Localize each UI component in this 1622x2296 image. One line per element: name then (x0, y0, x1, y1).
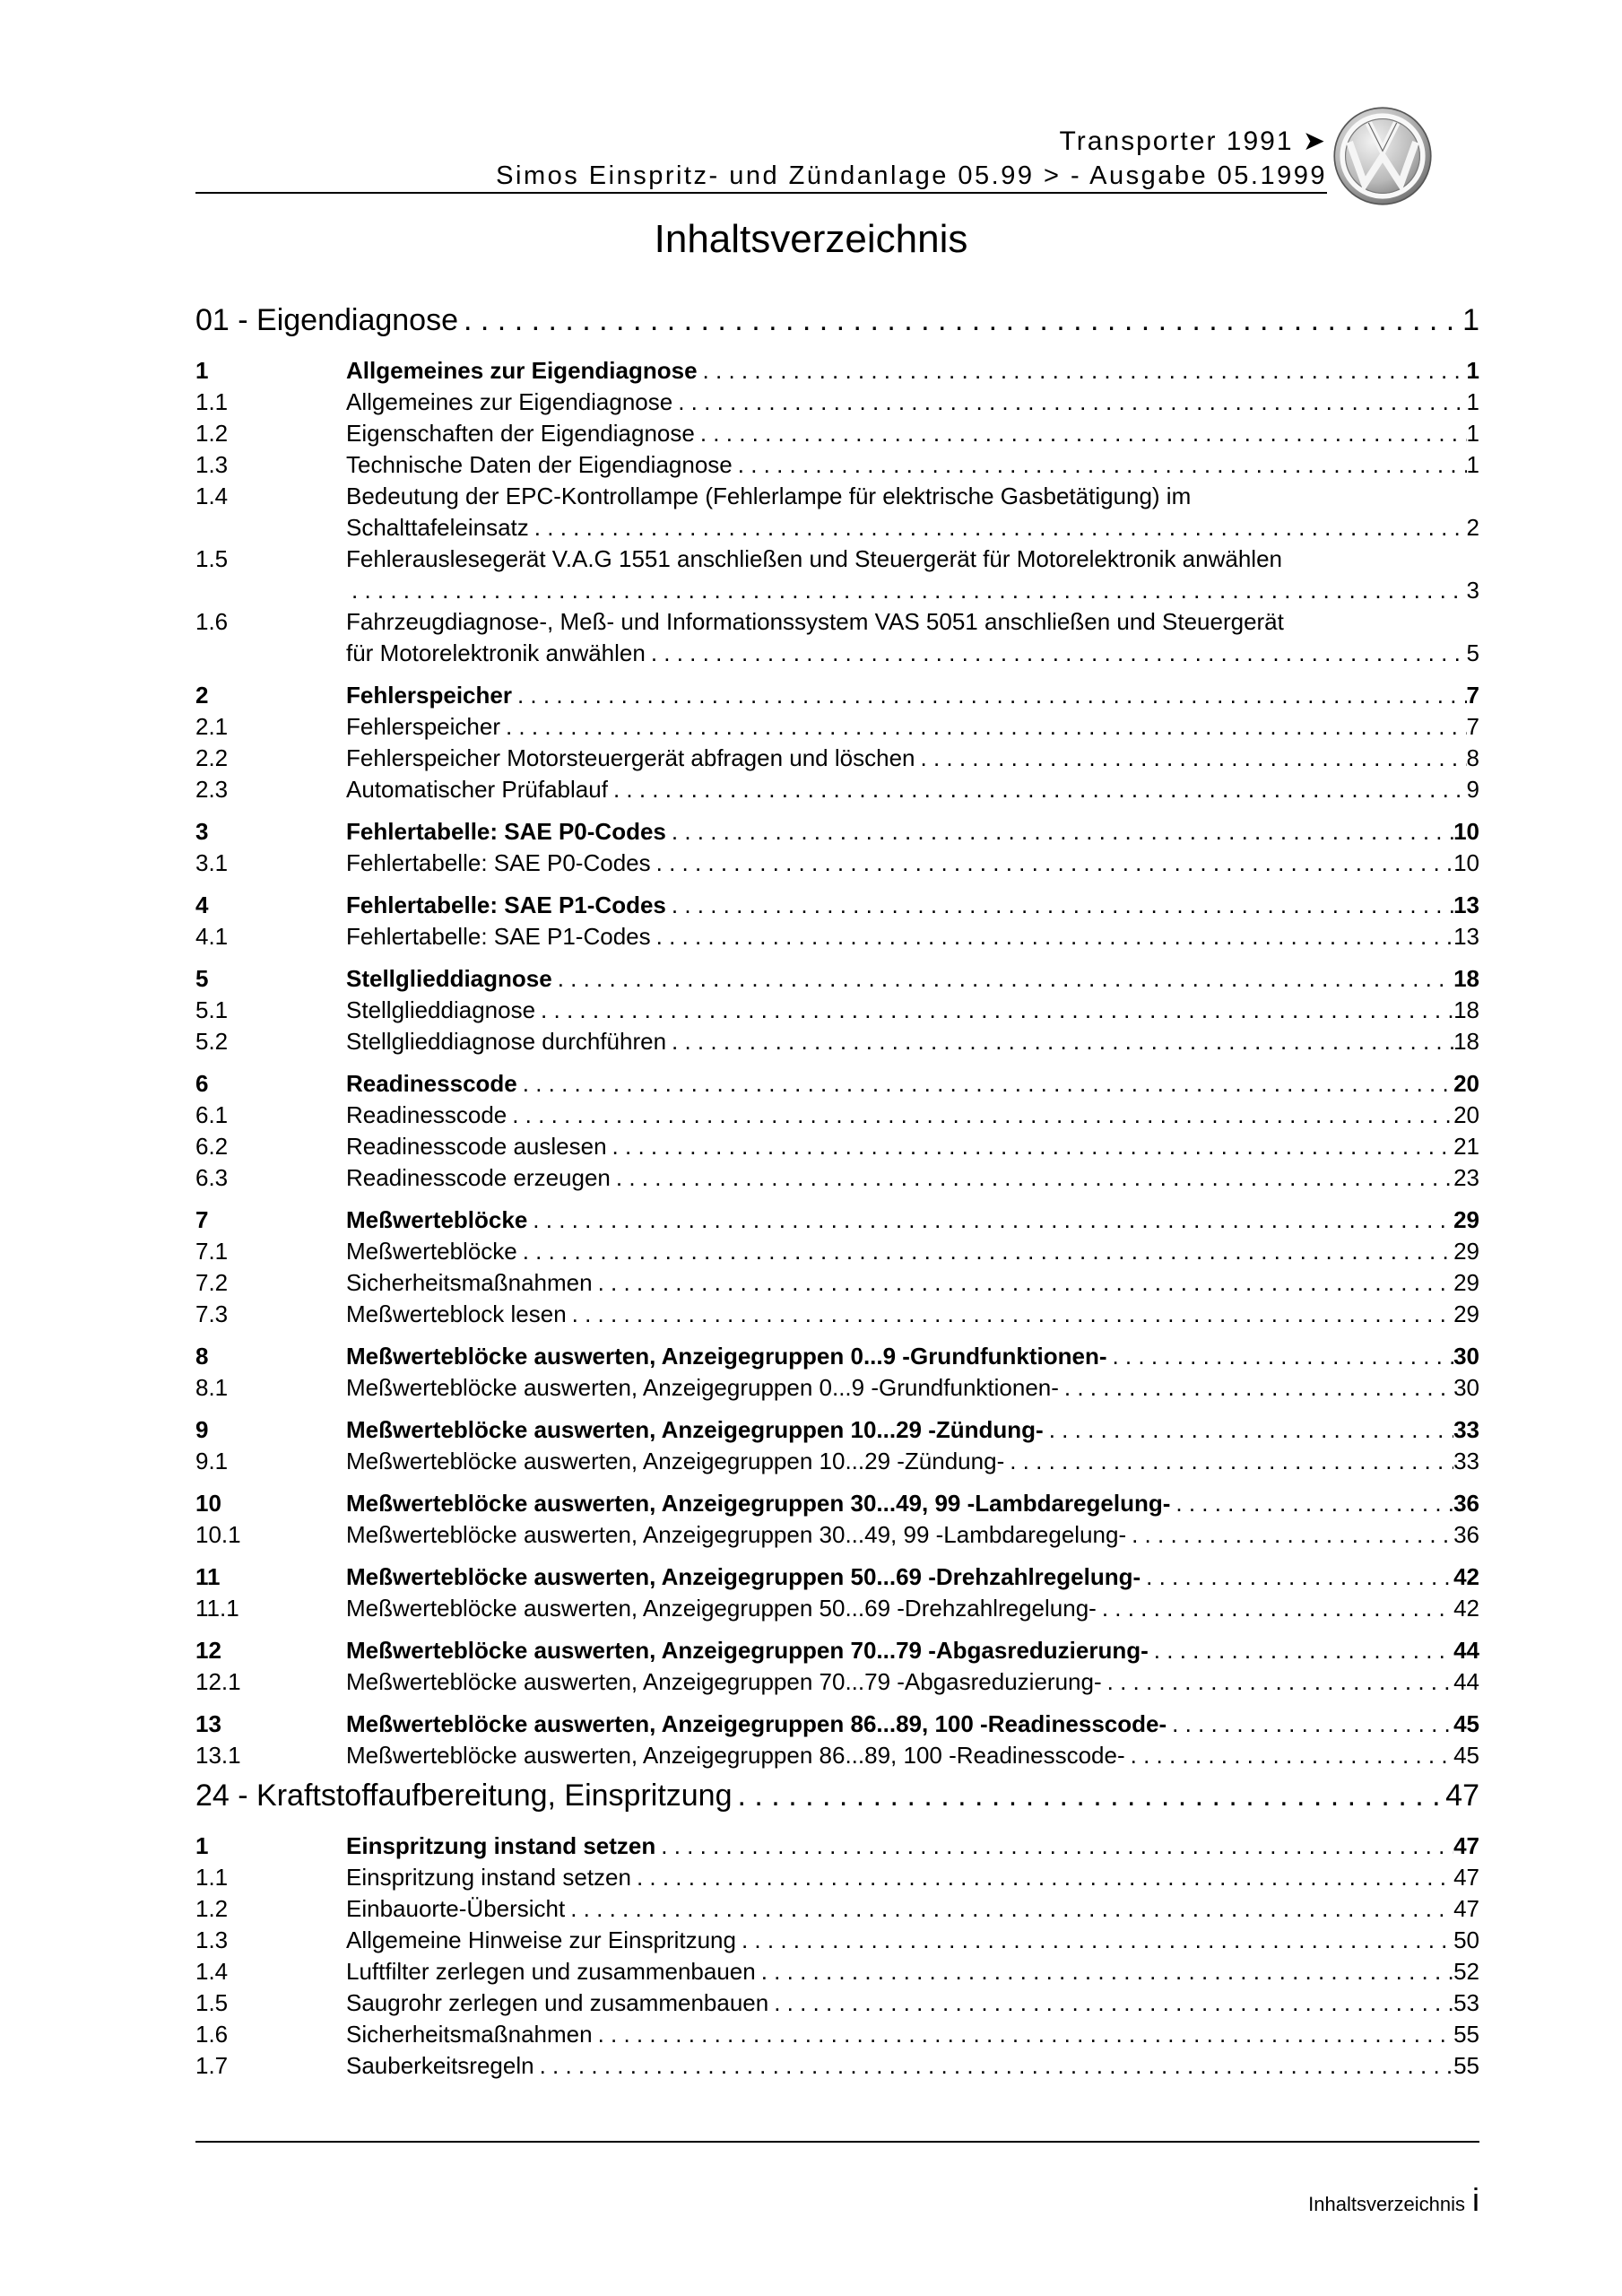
entry-page-number: 7 (1466, 682, 1479, 709)
dot-leader (534, 2050, 1454, 2082)
dot-leader (1170, 1488, 1453, 1519)
entry-page-number: 33 (1453, 1448, 1479, 1474)
dot-leader (1126, 1519, 1453, 1551)
dot-leader (655, 1831, 1453, 1862)
entry-number: 8.1 (195, 1374, 229, 1401)
vw-logo-icon (1332, 106, 1433, 206)
toc-chapter[interactable] (195, 1779, 1479, 1820)
dot-leader (651, 848, 1453, 879)
dot-leader (593, 1267, 1454, 1299)
page-title: Inhaltsverzeichnis (654, 217, 968, 261)
toc-entry[interactable] (195, 1956, 1479, 1987)
entry-page-number: 33 (1453, 1416, 1479, 1443)
entry-title: Allgemeines zur Eigendiagnose (346, 357, 698, 384)
entry-number: 7.1 (195, 1238, 229, 1265)
toc-entry[interactable] (195, 606, 1479, 669)
dot-leader (565, 1893, 1453, 1925)
dot-leader (607, 1131, 1454, 1162)
entry-number: 1.3 (195, 1926, 229, 1953)
entry-number: 13.1 (195, 1742, 241, 1769)
dot-leader (552, 963, 1453, 995)
entry-number: 1.4 (195, 1958, 229, 1985)
document-subtitle: Simos Einspritz- und Zündanlage 05.99 > - Ausgabe 05.1999 (496, 161, 1327, 190)
entry-title: Fehlerspeicher Motorsteuergerät abfragen und löschen (346, 744, 915, 771)
toc-entry[interactable] (195, 1893, 1479, 1925)
entry-page-number: 8 (1466, 744, 1479, 771)
toc-section[interactable] (195, 890, 1479, 921)
entry-page-number: 55 (1453, 2052, 1479, 2079)
entry-number: 1.5 (195, 545, 229, 572)
entry-page-number: 20 (1453, 1101, 1479, 1128)
entry-title: Meßwerteblöcke auswerten, Anzeigegruppen 50...69 -Drehzahlregelung- (346, 1595, 1097, 1622)
entry-title: Sicherheitsmaßnahmen (346, 2021, 593, 2048)
entry-page-number: 3 (1466, 577, 1479, 604)
entry-number: 9 (195, 1416, 209, 1443)
entry-number: 6.3 (195, 1164, 229, 1191)
dot-leader (666, 816, 1453, 848)
dot-leader (593, 2019, 1454, 2050)
entry-title: Fehlertabelle: SAE P0-Codes (346, 849, 651, 876)
dot-leader (1004, 1446, 1453, 1477)
entry-page-number: 53 (1453, 1989, 1479, 2016)
entry-title: Readinesscode erzeugen (346, 1164, 611, 1191)
entry-number: 13 (195, 1710, 221, 1737)
toc-entry[interactable] (195, 1987, 1479, 2019)
toc-section[interactable] (195, 355, 1479, 387)
entry-page-number: 29 (1453, 1300, 1479, 1327)
entry-number: 6.2 (195, 1133, 229, 1160)
entry-number: 4.1 (195, 923, 229, 950)
entry-number: 3.1 (195, 849, 229, 876)
entry-title-line1: Fehlerauslesegerät V.A.G 1551 anschließen und Steuergerät für Motorelektronik anwählen (346, 545, 1282, 572)
entry-title: Stellglieddiagnose (346, 996, 536, 1023)
entry-number: 7 (195, 1206, 209, 1233)
entry-number: 2.3 (195, 776, 229, 803)
toc-entry[interactable] (195, 711, 1479, 743)
toc-section[interactable] (195, 1205, 1479, 1236)
dot-leader (1097, 1593, 1453, 1624)
dot-leader (631, 1862, 1453, 1893)
entry-title: Fehlertabelle: SAE P1-Codes (346, 891, 666, 918)
entry-title: Allgemeines zur Eigendiagnose (346, 388, 673, 415)
entry-number: 1.5 (195, 1989, 229, 2016)
dot-leader (529, 512, 1467, 544)
entry-number: 5.1 (195, 996, 229, 1023)
entry-page-number: 18 (1453, 965, 1479, 992)
dot-leader (567, 1299, 1453, 1330)
dot-leader (611, 1162, 1453, 1194)
entry-page-number: 47 (1453, 1895, 1479, 1922)
entry-page-number: 29 (1453, 1206, 1479, 1233)
entry-title: Eigenschaften der Eigendiagnose (346, 420, 695, 447)
toc-entry[interactable] (195, 1519, 1479, 1551)
toc-entry[interactable] (195, 1236, 1479, 1267)
entry-page-number: 50 (1453, 1926, 1479, 1953)
entry-number: 5.2 (195, 1028, 229, 1055)
entry-number: 11.1 (195, 1595, 239, 1622)
dot-leader (1125, 1740, 1453, 1771)
dot-leader (698, 355, 1467, 387)
entry-title: Sicherheitsmaßnahmen (346, 1269, 593, 1296)
toc-entry[interactable] (195, 2050, 1479, 2082)
entry-page-number: 30 (1453, 1343, 1479, 1370)
toc-section[interactable] (195, 1341, 1479, 1372)
toc-section[interactable] (195, 680, 1479, 711)
entry-page-number: 10 (1453, 818, 1479, 845)
entry-title: Meßwerteblöcke auswerten, Anzeigegruppen 0...9 -Grundfunktionen- (346, 1374, 1059, 1401)
toc-entry[interactable] (195, 2019, 1479, 2050)
entry-number: 12 (195, 1637, 221, 1664)
entry-page-number: 29 (1453, 1269, 1479, 1296)
dot-leader (517, 1236, 1453, 1267)
dot-leader (500, 711, 1467, 743)
toc-entry[interactable] (195, 921, 1479, 952)
dot-leader (695, 418, 1467, 449)
dot-leader (1102, 1666, 1453, 1698)
toc-entry[interactable] (195, 1100, 1479, 1131)
entry-number: 5 (195, 965, 209, 992)
entry-number: 4 (195, 891, 209, 918)
page-header (195, 0, 1433, 215)
dot-leader (666, 1026, 1453, 1057)
toc-section[interactable] (195, 1561, 1479, 1593)
dot-leader (768, 1987, 1453, 2019)
entry-title: Technische Daten der Eigendiagnose (346, 451, 733, 478)
entry-title: Meßwerteblöcke auswerten, Anzeigegruppen 0...9 -Grundfunktionen- (346, 1343, 1107, 1370)
entry-title: Meßwerteblöcke auswerten, Anzeigegruppen 10...29 -Zündung- (346, 1416, 1044, 1443)
entry-number: 11 (195, 1563, 221, 1590)
entry-number: 6 (195, 1070, 209, 1097)
entry-number: 1.1 (195, 1864, 229, 1891)
entry-number: 2.2 (195, 744, 229, 771)
entry-title: für Motorelektronik anwählen (346, 639, 646, 666)
chapter-title: 01 - Eigendiagnose (195, 303, 459, 337)
entry-title: Automatischer Prüfablauf (346, 776, 608, 803)
entry-title: Fehlerspeicher (346, 682, 512, 709)
entry-number: 10.1 (195, 1521, 241, 1548)
chapter-page-number: 1 (1462, 303, 1479, 337)
entry-title: Meßwerteblöcke auswerten, Anzeigegruppen 50...69 -Drehzahlregelung- (346, 1563, 1141, 1590)
chapter-page-number: 47 (1445, 1779, 1479, 1813)
toc-entry[interactable] (195, 848, 1479, 879)
dot-leader (672, 387, 1466, 418)
toc-entry[interactable] (195, 1740, 1479, 1771)
entry-number: 2 (195, 682, 209, 709)
entry-title: Meßwerteblöcke auswerten, Anzeigegruppen 10...29 -Zündung- (346, 1448, 1005, 1474)
entry-page-number: 47 (1453, 1832, 1479, 1859)
toc-entry[interactable] (195, 1446, 1479, 1477)
entry-page-number: 36 (1453, 1490, 1479, 1517)
toc-entry[interactable] (195, 1162, 1479, 1194)
toc-chapter[interactable] (195, 303, 1479, 344)
entry-title: Einspritzung instand setzen (346, 1864, 631, 1891)
entry-page-number: 1 (1466, 420, 1479, 447)
entry-page-number: 10 (1453, 849, 1479, 876)
dot-leader (1106, 1341, 1453, 1372)
dot-leader (1149, 1635, 1453, 1666)
entry-page-number: 36 (1453, 1521, 1479, 1548)
dot-leader (608, 774, 1467, 805)
entry-title: Sauberkeitsregeln (346, 2052, 534, 2079)
toc-section[interactable] (195, 1488, 1479, 1519)
entry-title: Einspritzung instand setzen (346, 1832, 656, 1859)
dot-leader (507, 1100, 1453, 1131)
entry-title: Meßwerteblock lesen (346, 1300, 567, 1327)
entry-page-number: 20 (1453, 1070, 1479, 1097)
entry-page-number: 47 (1453, 1864, 1479, 1891)
toc-entry[interactable] (195, 1372, 1479, 1404)
entry-title-line1: Bedeutung der EPC-Kontrollampe (Fehlerlampe für elektrische Gasbetätigung) im (346, 483, 1192, 509)
entry-page-number: 1 (1466, 451, 1479, 478)
toc-section[interactable] (195, 816, 1479, 848)
dot-leader (733, 1779, 1446, 1813)
entry-page-number: 23 (1453, 1164, 1479, 1191)
entry-page-number: 44 (1453, 1668, 1479, 1695)
page-footer (1308, 2181, 1479, 2219)
entry-title: Meßwerteblöcke auswerten, Anzeigegruppen 70...79 -Abgasreduzierung- (346, 1668, 1102, 1695)
entry-title: Meßwerteblöcke (346, 1238, 517, 1265)
entry-number: 6.1 (195, 1101, 229, 1128)
dot-leader (646, 638, 1467, 669)
toc-entry[interactable] (195, 481, 1479, 544)
dot-leader (1167, 1709, 1453, 1740)
toc-entry[interactable] (195, 1862, 1479, 1893)
entry-page-number: 42 (1453, 1563, 1479, 1590)
entry-page-number: 13 (1453, 891, 1479, 918)
entry-page-number: 55 (1453, 2021, 1479, 2048)
toc-entry[interactable] (195, 418, 1479, 449)
entry-title: Meßwerteblöcke auswerten, Anzeigegruppen 30...49, 99 -Lambdaregelung- (346, 1521, 1127, 1548)
entry-title: Meßwerteblöcke auswerten, Anzeigegruppen 30...49, 99 -Lambdaregelung- (346, 1490, 1171, 1517)
entry-page-number: 45 (1453, 1742, 1479, 1769)
table-of-contents (195, 303, 1479, 2082)
entry-page-number: 52 (1453, 1958, 1479, 1985)
entry-title: Meßwerteblöcke auswerten, Anzeigegruppen 86...89, 100 -Readinesscode- (346, 1710, 1167, 1737)
entry-page-number: 1 (1466, 388, 1479, 415)
entry-page-number: 45 (1453, 1710, 1479, 1737)
entry-page-number: 30 (1453, 1374, 1479, 1401)
dot-leader (1141, 1561, 1453, 1593)
entry-number: 7.2 (195, 1269, 229, 1296)
dot-leader (651, 921, 1453, 952)
entry-number: 10 (195, 1490, 221, 1517)
dot-leader (346, 575, 1467, 606)
entry-page-number: 42 (1453, 1595, 1479, 1622)
header-divider (195, 192, 1327, 194)
entry-page-number: 7 (1466, 713, 1479, 740)
entry-title: Allgemeine Hinweise zur Einspritzung (346, 1926, 736, 1953)
entry-number: 3 (195, 818, 209, 845)
toc-section[interactable] (195, 1709, 1479, 1740)
footer-page-number: i (1472, 2181, 1479, 2218)
entry-number: 7.3 (195, 1300, 229, 1327)
toc-entry[interactable] (195, 1026, 1479, 1057)
dot-leader (458, 303, 1462, 338)
entry-number: 2.1 (195, 713, 229, 740)
dot-leader (512, 680, 1467, 711)
entry-title: Einbauorte-Übersicht (346, 1895, 566, 1922)
entry-title: Readinesscode auslesen (346, 1133, 607, 1160)
toc-entry[interactable] (195, 1925, 1479, 1956)
entry-title: Stellglieddiagnose (346, 965, 552, 992)
entry-title: Readinesscode (346, 1070, 517, 1097)
toc-section[interactable] (195, 963, 1479, 995)
entry-title: Meßwerteblöcke (346, 1206, 528, 1233)
chapter-title: 24 - Kraftstoffaufbereitung, Einspritzung (195, 1779, 733, 1813)
toc-entry[interactable] (195, 387, 1479, 418)
footer-label: Inhaltsverzeichnis (1308, 2193, 1465, 2215)
dot-leader (1059, 1372, 1453, 1404)
footer-divider (195, 2141, 1479, 2143)
entry-title: Fehlertabelle: SAE P1-Codes (346, 923, 651, 950)
dot-leader (517, 1068, 1453, 1100)
toc-entry[interactable] (195, 1299, 1479, 1330)
entry-title: Readinesscode (346, 1101, 507, 1128)
entry-page-number: 13 (1453, 923, 1479, 950)
toc-entry[interactable] (195, 1267, 1479, 1299)
entry-title: Fehlerspeicher (346, 713, 500, 740)
dot-leader (1044, 1414, 1453, 1446)
dot-leader (733, 449, 1467, 481)
entry-page-number: 18 (1453, 1028, 1479, 1055)
entry-title: Luftfilter zerlegen und zusammenbauen (346, 1958, 756, 1985)
entry-number: 1.6 (195, 608, 229, 635)
dot-leader (666, 890, 1453, 921)
entry-number: 1.4 (195, 483, 229, 509)
toc-entry[interactable] (195, 449, 1479, 481)
dot-leader (527, 1205, 1453, 1236)
dot-leader (736, 1925, 1453, 1956)
entry-page-number: 5 (1466, 639, 1479, 666)
entry-title: Meßwerteblöcke auswerten, Anzeigegruppen 70...79 -Abgasreduzierung- (346, 1637, 1149, 1664)
toc-section[interactable] (195, 1068, 1479, 1100)
entry-page-number: 1 (1466, 357, 1479, 384)
entry-number: 1.6 (195, 2021, 229, 2048)
entry-number: 1.1 (195, 388, 229, 415)
toc-entry[interactable] (195, 743, 1479, 774)
toc-section[interactable] (195, 1414, 1479, 1446)
entry-title: Meßwerteblöcke auswerten, Anzeigegruppen 86...89, 100 -Readinesscode- (346, 1742, 1125, 1769)
entry-title: Fehlertabelle: SAE P0-Codes (346, 818, 666, 845)
toc-entry[interactable] (195, 774, 1479, 805)
document-title: Transporter 1991 ➤ (1059, 126, 1327, 156)
entry-page-number: 2 (1466, 514, 1479, 541)
toc-entry[interactable] (195, 995, 1479, 1026)
entry-page-number: 21 (1453, 1133, 1479, 1160)
entry-page-number: 9 (1466, 776, 1479, 803)
toc-entry[interactable] (195, 1666, 1479, 1698)
entry-title: Saugrohr zerlegen und zusammenbauen (346, 1989, 769, 2016)
toc-section[interactable] (195, 1635, 1479, 1666)
entry-number: 9.1 (195, 1448, 229, 1474)
toc-section[interactable] (195, 1831, 1479, 1862)
entry-title: Schalttafeleinsatz (346, 514, 529, 541)
entry-title-line1: Fahrzeugdiagnose-, Meß- und Informationssystem VAS 5051 anschließen und Steuergerät (346, 608, 1284, 635)
toc-entry[interactable] (195, 544, 1479, 606)
entry-page-number: 29 (1453, 1238, 1479, 1265)
entry-number: 1 (195, 357, 209, 384)
toc-entry[interactable] (195, 1131, 1479, 1162)
entry-number: 12.1 (195, 1668, 241, 1695)
dot-leader (535, 995, 1453, 1026)
dot-leader (756, 1956, 1453, 1987)
entry-number: 1 (195, 1832, 209, 1859)
entry-number: 1.2 (195, 1895, 229, 1922)
entry-page-number: 18 (1453, 996, 1479, 1023)
toc-entry[interactable] (195, 1593, 1479, 1624)
entry-number: 8 (195, 1343, 209, 1370)
entry-number: 1.2 (195, 420, 229, 447)
entry-title: Stellglieddiagnose durchführen (346, 1028, 667, 1055)
entry-number: 1.3 (195, 451, 229, 478)
dot-leader (915, 743, 1467, 774)
entry-number: 1.7 (195, 2052, 229, 2079)
entry-page-number: 44 (1453, 1637, 1479, 1664)
